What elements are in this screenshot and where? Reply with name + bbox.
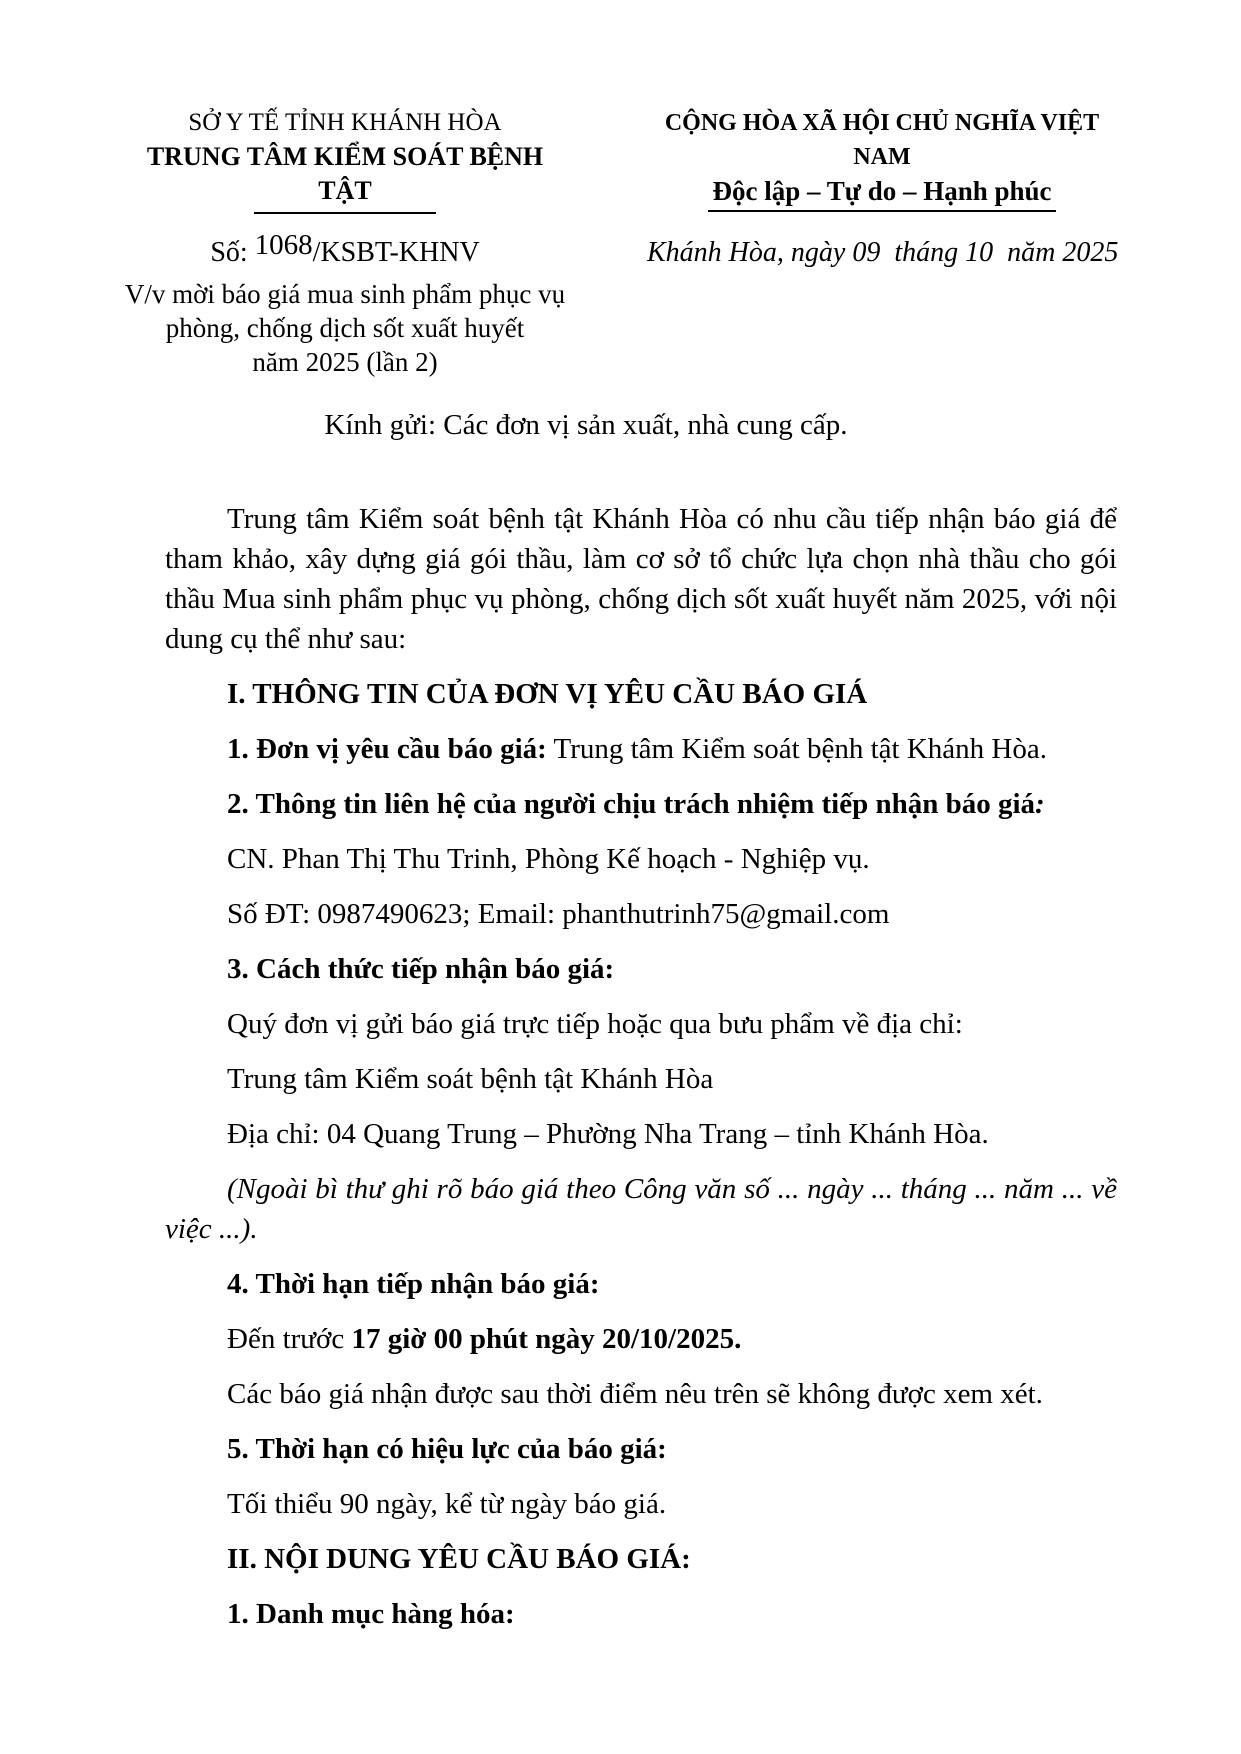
item-5-heading: 5. Thời hạn có hiệu lực của báo giá: <box>227 1433 667 1465</box>
header-number-date-row <box>120 229 1119 269</box>
document-body <box>165 499 1117 1634</box>
envelope-note: (Ngoài bì thư ghi rõ báo giá theo Công văn số ... ngày ... tháng ... năm ... về việc ...). <box>165 1173 1117 1245</box>
contact-name-line: CN. Phan Thị Thu Trinh, Phòng Kế hoạch - Nghiệp vụ. <box>227 843 870 875</box>
salutation: Kính gửi: Các đơn vị sản xuất, nhà cung cấp. <box>324 409 848 441</box>
subject-line: năm 2025 (lần 2) <box>252 347 438 377</box>
item-2-label: 2. Thông tin liên hệ của người chịu trách nhiệm tiếp nhận báo giá <box>227 788 1036 820</box>
goods-list-heading: 1. Danh mục hàng hóa: <box>227 1598 515 1630</box>
deadline-prefix: Đến trước <box>227 1323 352 1355</box>
agency-separator-line <box>254 212 436 214</box>
item-3-heading: 3. Cách thức tiếp nhận báo giá: <box>227 953 615 985</box>
place-and-date: Khánh Hòa, ngày 09 tháng 10 năm 2025 <box>647 237 1119 268</box>
document-number-value: 1068 <box>254 229 313 261</box>
motto-wrap <box>647 174 1117 212</box>
document-number-suffix: /KSBT-KHNV <box>312 237 480 268</box>
section-1-title: I. THÔNG TIN CỦA ĐƠN VỊ YÊU CẦU BÁO GIÁ <box>227 678 868 710</box>
subject-line: phòng, chống dịch sốt xuất huyết <box>165 313 525 343</box>
national-title: CỘNG HÒA XÃ HỘI CHỦ NGHĨA VIỆT NAM <box>664 110 1100 170</box>
address-line: Địa chỉ: 04 Quang Trung – Phường Nha Trang – tỉnh Khánh Hòa. <box>227 1118 989 1150</box>
validity-line: Tối thiểu 90 ngày, kể từ ngày báo giá. <box>227 1488 667 1520</box>
document-header <box>120 106 1117 379</box>
issuing-agency-name: TRUNG TÂM KIỂM SOÁT BỆNH TẬT <box>146 142 544 205</box>
document-number-label: Số: <box>210 237 255 268</box>
national-header-block <box>647 106 1117 214</box>
item-4-heading: 4. Thời hạn tiếp nhận báo giá: <box>227 1268 600 1300</box>
late-note-line: Các báo giá nhận được sau thời điểm nêu trên sẽ không được xem xét. <box>227 1378 1043 1410</box>
deadline-value: 17 giờ 00 phút ngày 20/10/2025. <box>351 1323 742 1355</box>
item-1-label: 1. Đơn vị yêu cầu báo giá: <box>227 733 547 765</box>
intro-paragraph: Trung tâm Kiểm soát bệnh tật Khánh Hòa có nhu cầu tiếp nhận báo giá để tham khảo, xây dựng giá gói thầu, làm cơ sở tổ chức lựa chọn nhà thầu cho gói thầu Mua sinh phẩm phục vụ phòng, chống dịch sốt xuất huyết năm 2025, với nội dung cụ thể như sau: <box>165 503 1117 655</box>
item-2-contact-heading <box>165 784 1117 824</box>
subject-line: V/v mời báo giá mua sinh phẩm phục vụ <box>124 279 566 309</box>
national-motto: Độc lập – Tự do – Hạnh phúc <box>708 174 1055 212</box>
header-right-spacer <box>647 277 1117 379</box>
item-2-colon: : <box>1035 788 1045 820</box>
send-instruction-line: Quý đơn vị gửi báo giá trực tiếp hoặc qua bưu phẩm về địa chỉ: <box>227 1008 963 1040</box>
deadline-line <box>165 1319 1117 1359</box>
receiver-line: Trung tâm Kiểm soát bệnh tật Khánh Hòa <box>227 1063 714 1095</box>
document-subject <box>120 277 570 379</box>
item-1-value: Trung tâm Kiểm soát bệnh tật Khánh Hòa. <box>546 733 1047 765</box>
contact-phone-email-line: Số ĐT: 0987490623; Email: phanthutrinh75@gmail.com <box>227 898 890 930</box>
issuing-agency-block <box>120 106 570 214</box>
header-subject-row <box>120 277 1117 379</box>
document-number <box>120 229 570 269</box>
section-2-title: II. NỘI DUNG YÊU CẦU BÁO GIÁ: <box>227 1543 691 1575</box>
item-1-requesting-unit <box>165 729 1117 769</box>
parent-agency-name: SỞ Y TẾ TỈNH KHÁNH HÒA <box>188 109 502 136</box>
header-org-row <box>120 106 1117 214</box>
